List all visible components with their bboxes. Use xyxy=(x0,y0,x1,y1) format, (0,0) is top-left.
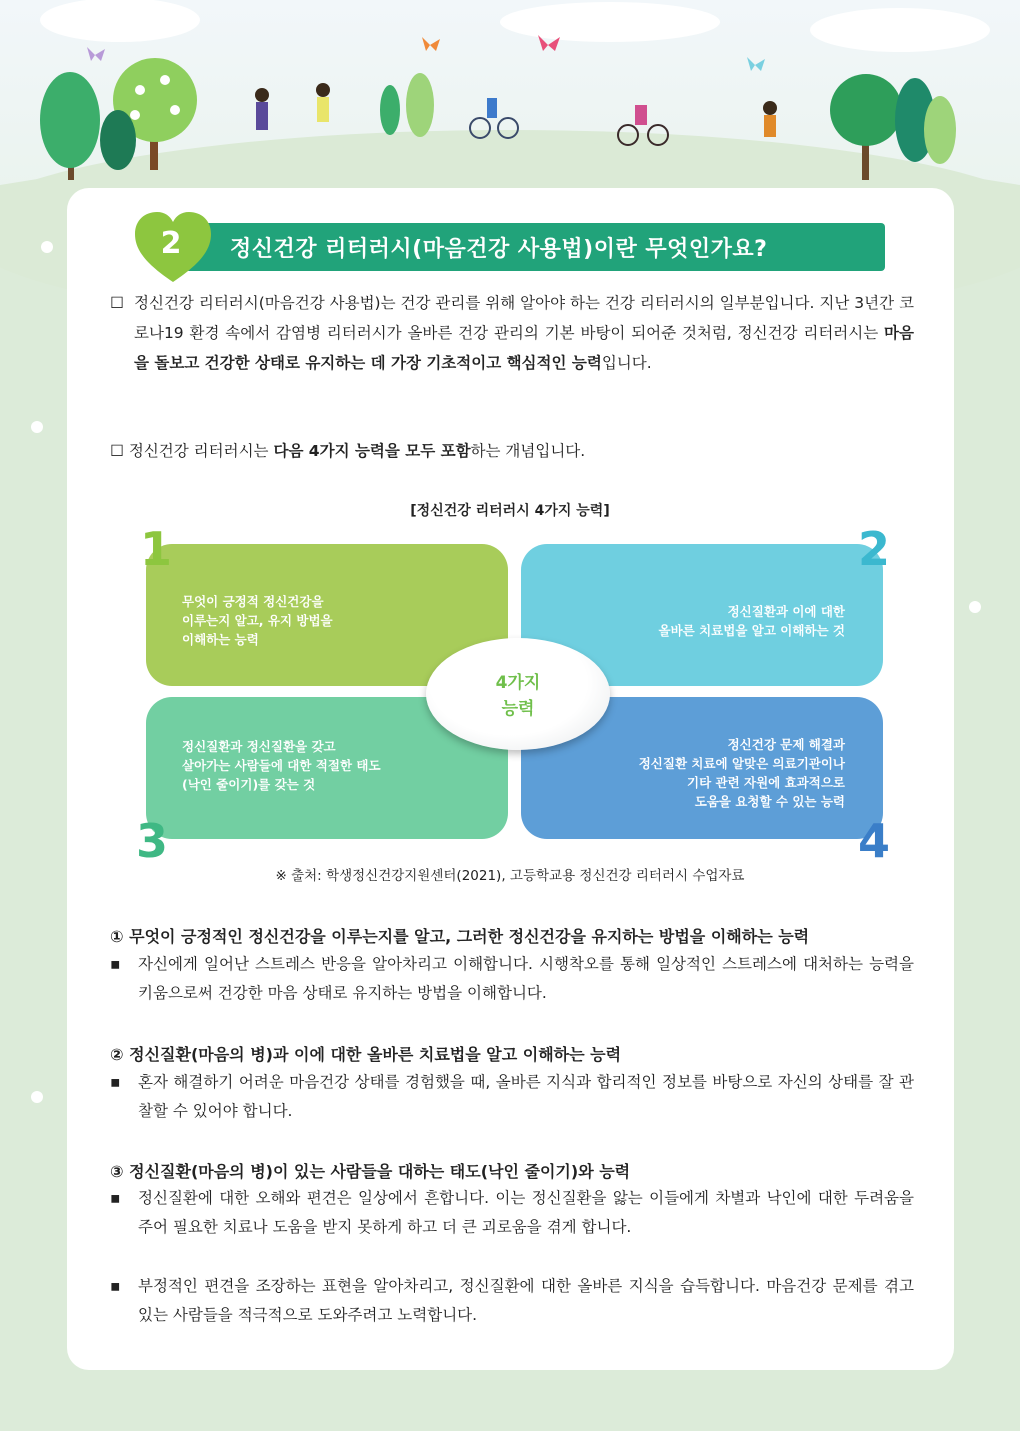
section-1-bullet xyxy=(110,950,914,1008)
section-2-bullet xyxy=(110,1068,914,1126)
quadrant-3-text: 정신질환과 정신질환을 갖고 살아가는 사람들에 대한 적절한 태도 (낙인 줄이기)를 갖는 것 xyxy=(182,739,381,792)
bullet-marker: ▪ xyxy=(110,955,121,973)
quadrant-1-text: 무엇이 긍정적 정신건강을 이루는지 알고, 유지 방법을 이해하는 능력 xyxy=(182,594,333,647)
butterfly-icon xyxy=(422,37,440,51)
cyclist-1 xyxy=(470,98,518,138)
flower-icon xyxy=(40,240,54,254)
bullet-marker: ▪ xyxy=(110,1189,121,1207)
butterfly-icon xyxy=(87,47,105,61)
tree-left-3 xyxy=(100,110,136,170)
flower-icon xyxy=(30,1090,44,1104)
section-3-bullet-2-text: 부정적인 편견을 조장하는 표현을 알아차리고, 정신질환에 대한 올바른 지식을 습득합니다. 마음건강 문제를 겪고 있는 사람들을 적극적으로 도와주려고 노력합니다. xyxy=(138,1277,914,1324)
section-3-bullet-1 xyxy=(110,1184,914,1242)
tree-left-1 xyxy=(40,72,100,180)
cyclist-2 xyxy=(618,105,668,145)
quadrant-4-number: 4 xyxy=(858,814,891,868)
section-title: 정신건강 리터러시(마음건강 사용법)이란 무엇인가요? xyxy=(230,237,768,262)
intro-text: 정신건강 리터러시(마음건강 사용법)는 건강 관리를 위해 알아야 하는 건강 리터러시의 일부분입니다. 지난 3년간 코로나19 환경 속에서 감염병 리터러시가 올바른 건강 관리의 기본 바탕이 되어준 것처럼, 정신건강 리터러시는 xyxy=(134,294,914,342)
section-2-bullet-text: 혼자 해결하기 어려운 마음건강 상태를 경험했을 때, 올바른 지식과 합리적인 정보를 바탕으로 자신의 상태를 잘 관찰할 수 있어야 합니다. xyxy=(138,1073,914,1120)
intro-paragraph-2 xyxy=(110,436,914,466)
quadrant-1-number: 1 xyxy=(140,522,173,576)
quadrant-4-text: 정신건강 문제 해결과 정신질환 치료에 알맞은 의료기관이나 기타 관련 자원에 효과적으로 도움을 요청할 수 있는 능력 xyxy=(638,737,845,809)
flower-icon xyxy=(968,600,982,614)
flower-icon xyxy=(30,420,44,434)
person-2 xyxy=(316,83,330,122)
section-2-title: ② 정신질환(마음의 병)과 이에 대한 올바른 치료법을 알고 이해하는 능력 xyxy=(110,1045,622,1064)
butterfly-icon xyxy=(747,57,765,71)
bullet-marker: ▪ xyxy=(110,1073,121,1091)
intro2-text: 정신건강 리터러시는 xyxy=(128,442,274,460)
park-illustration xyxy=(0,0,1020,200)
intro-emphasis: 마음을 돌보고 건강한 상태로 유지하는 데 가장 기초적이고 핵심적인 능력 xyxy=(134,324,914,372)
intro-text-end: 입니다. xyxy=(601,354,652,372)
quadrant-2-number: 2 xyxy=(858,522,891,576)
center-badge-line-1: 4가지 xyxy=(495,673,541,693)
intro2-emphasis: 다음 4가지 능력을 모두 포함 xyxy=(273,442,471,460)
section-1-bullet-text: 자신에게 일어난 스트레스 반응을 알아차리고 이해합니다. 시행착오를 통해 일상적인 스트레스에 대처하는 능력을 키움으로써 건강한 마음 상태로 유지하는 방법을 이해합니다. xyxy=(138,955,914,1002)
person-3 xyxy=(763,101,777,137)
section-number: 2 xyxy=(160,226,182,261)
figure-title: [정신건강 리터러시 4가지 능력] xyxy=(410,503,610,519)
checkbox-marker: ☐ xyxy=(110,294,124,312)
figure-source: ※ 출처: 학생정신건강지원센터(2021), 고등학교용 정신건강 리터러시 수업자료 xyxy=(275,868,745,884)
section-3-bullet-2 xyxy=(110,1272,914,1330)
tree-right-3 xyxy=(924,96,956,164)
quadrant-2-text: 정신질환과 이에 대한 올바른 치료법을 알고 이해하는 것 xyxy=(658,604,845,638)
intro-paragraph-1 xyxy=(110,288,914,378)
quadrant-3-number: 3 xyxy=(136,814,169,868)
center-badge xyxy=(426,638,610,750)
intro2-text-end: 하는 개념입니다. xyxy=(470,442,586,460)
bullet-marker: ▪ xyxy=(110,1277,121,1295)
section-3-title: ③ 정신질환(마음의 병)이 있는 사람들을 대하는 태도(낙인 줄이기)와 능력 xyxy=(110,1162,631,1181)
tree-small xyxy=(380,73,434,137)
center-badge-line-2: 능력 xyxy=(501,699,535,719)
checkbox-marker: ☐ xyxy=(110,442,124,460)
person-1 xyxy=(255,88,269,130)
section-1-title: ① 무엇이 긍정적인 정신건강을 이루는지를 알고, 그러한 정신건강을 유지하는 방법을 이해하는 능력 xyxy=(110,927,810,946)
section-3-bullet-1-text: 정신질환에 대한 오해와 편견은 일상에서 흔합니다. 이는 정신질환을 앓는 이들에게 차별과 낙인에 대한 두려움을 주어 필요한 치료나 도움을 받지 못하게 하고 더 큰 괴로움을 겪게 합니다. xyxy=(138,1189,914,1236)
